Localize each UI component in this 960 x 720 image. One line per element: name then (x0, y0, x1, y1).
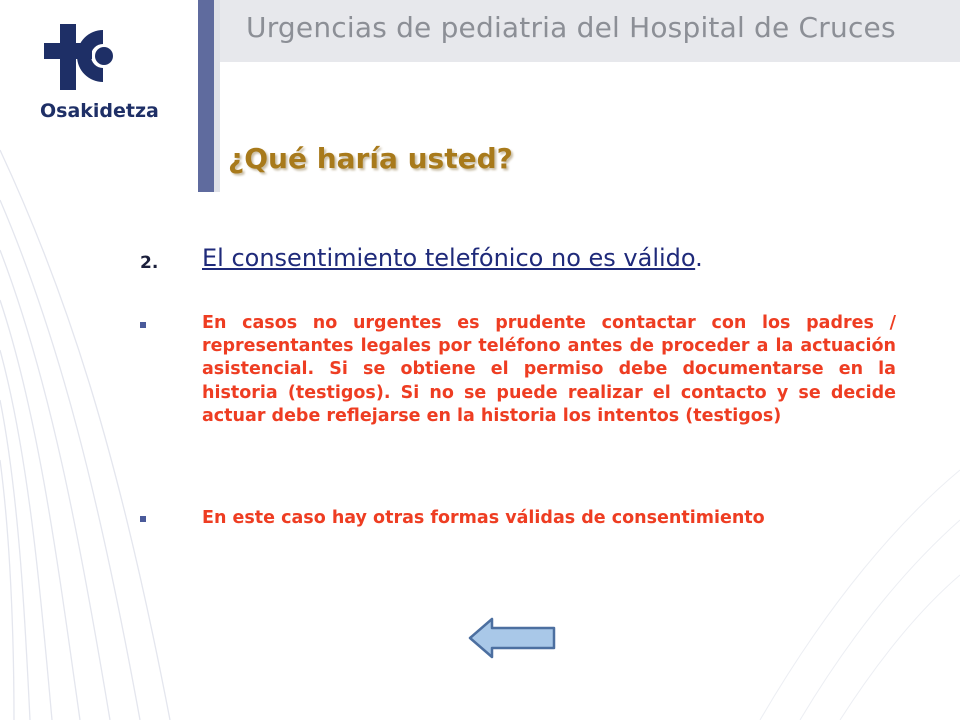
bullet-marker-icon (140, 322, 146, 328)
header-title: Urgencias de pediatria del Hospital de Cruces (246, 11, 896, 44)
header-vertical-bar (198, 0, 214, 192)
question-heading: ¿Qué haría usted? (228, 142, 513, 175)
item-heading (202, 244, 703, 272)
logo-name: Osakidetza (40, 100, 159, 122)
left-arrow-icon[interactable] (470, 619, 554, 657)
item-heading-text: El consentimiento telefónico no es válido (202, 244, 696, 272)
bullet-text: En casos no urgentes es prudente contactar con los padres / representantes legales por teléfono antes de proceder a la actuación asistencial. Si se obtiene el permiso debe documentarse en la historia (testigos). Si no se puede realizar el contacto y se decide actuar debe reflejarse en la historia los intentos (testigos) (202, 313, 896, 426)
bullet-text: En este caso hay otras formas válidas de consentimiento (202, 508, 765, 528)
header-vertical-bar-light (214, 0, 220, 192)
item-heading-period: . (695, 244, 703, 272)
osakidetza-cross-logo-icon (40, 20, 120, 94)
bullet-marker-icon (140, 516, 146, 522)
back-arrow-button[interactable] (468, 617, 556, 659)
item-number: 2. (140, 253, 159, 273)
